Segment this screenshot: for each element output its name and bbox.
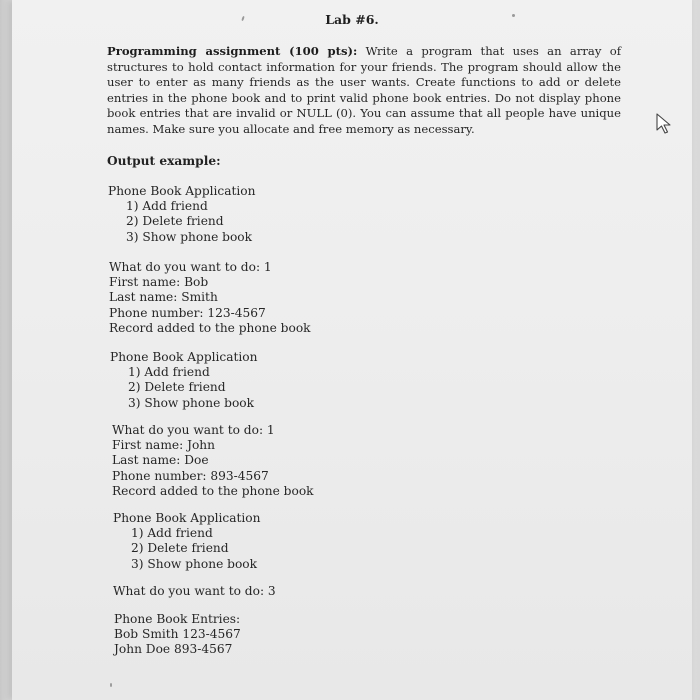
session-line: What do you want to do: 1 xyxy=(109,260,272,274)
page-title: Lab #6. xyxy=(325,12,379,27)
session-line: First name: John xyxy=(112,438,215,453)
session-prompt: What do you want to do: 3 xyxy=(113,584,276,598)
session-block-3 xyxy=(113,584,276,599)
menu-item-add: 1) Add friend xyxy=(131,526,213,541)
entries-heading: Phone Book Entries: xyxy=(114,612,241,626)
mouse-pointer-icon xyxy=(654,112,676,136)
pen-mark xyxy=(110,683,112,687)
entry-line: Bob Smith 123-4567 xyxy=(114,627,241,642)
session-line: First name: Bob xyxy=(109,275,209,290)
assignment-body: Write a program that uses an array of structures to hold contact information for your friends. The program should allow the user to enter as many friends as the user wants. Create functions to add or delete entries in the phone book and to print valid phone book entries. Do not display phone book entries that are invalid or NULL (0). You can assume that all people have unique names. Make sure you allocate and free memory as necessary. xyxy=(107,44,621,136)
session-line: Phone number: 123-4567 xyxy=(109,305,266,320)
menu-item-add: 1) Add friend xyxy=(128,365,210,380)
pen-mark xyxy=(512,14,515,17)
assignment-paragraph xyxy=(107,44,621,138)
entries-block xyxy=(114,612,241,658)
assignment-lead: Programming assignment (100 pts): xyxy=(107,44,358,58)
menu-item-delete: 2) Delete friend xyxy=(131,541,229,556)
session-line: Last name: Smith xyxy=(109,290,218,305)
menu-heading: Phone Book Application xyxy=(108,184,256,198)
entry-line: John Doe 893-4567 xyxy=(114,642,233,657)
menu-block-1 xyxy=(108,184,256,245)
session-line: Last name: Doe xyxy=(112,453,209,468)
menu-item-delete: 2) Delete friend xyxy=(126,214,224,229)
session-line: Record added to the phone book xyxy=(112,483,314,498)
menu-heading: Phone Book Application xyxy=(110,350,258,364)
output-example-label: Output example: xyxy=(107,154,221,168)
menu-item-show: 3) Show phone book xyxy=(131,556,258,571)
menu-heading: Phone Book Application xyxy=(113,511,261,525)
session-line: Record added to the phone book xyxy=(109,320,311,335)
menu-item-show: 3) Show phone book xyxy=(126,229,253,244)
menu-block-2 xyxy=(110,350,258,411)
session-line: Phone number: 893-4567 xyxy=(112,468,269,483)
menu-block-3 xyxy=(113,511,261,572)
paper-page xyxy=(12,0,692,700)
session-line: What do you want to do: 1 xyxy=(112,423,275,437)
menu-item-delete: 2) Delete friend xyxy=(128,380,226,395)
menu-item-add: 1) Add friend xyxy=(126,199,208,214)
session-block-1 xyxy=(109,260,311,336)
menu-item-show: 3) Show phone book xyxy=(128,395,255,410)
session-block-2 xyxy=(112,423,314,499)
